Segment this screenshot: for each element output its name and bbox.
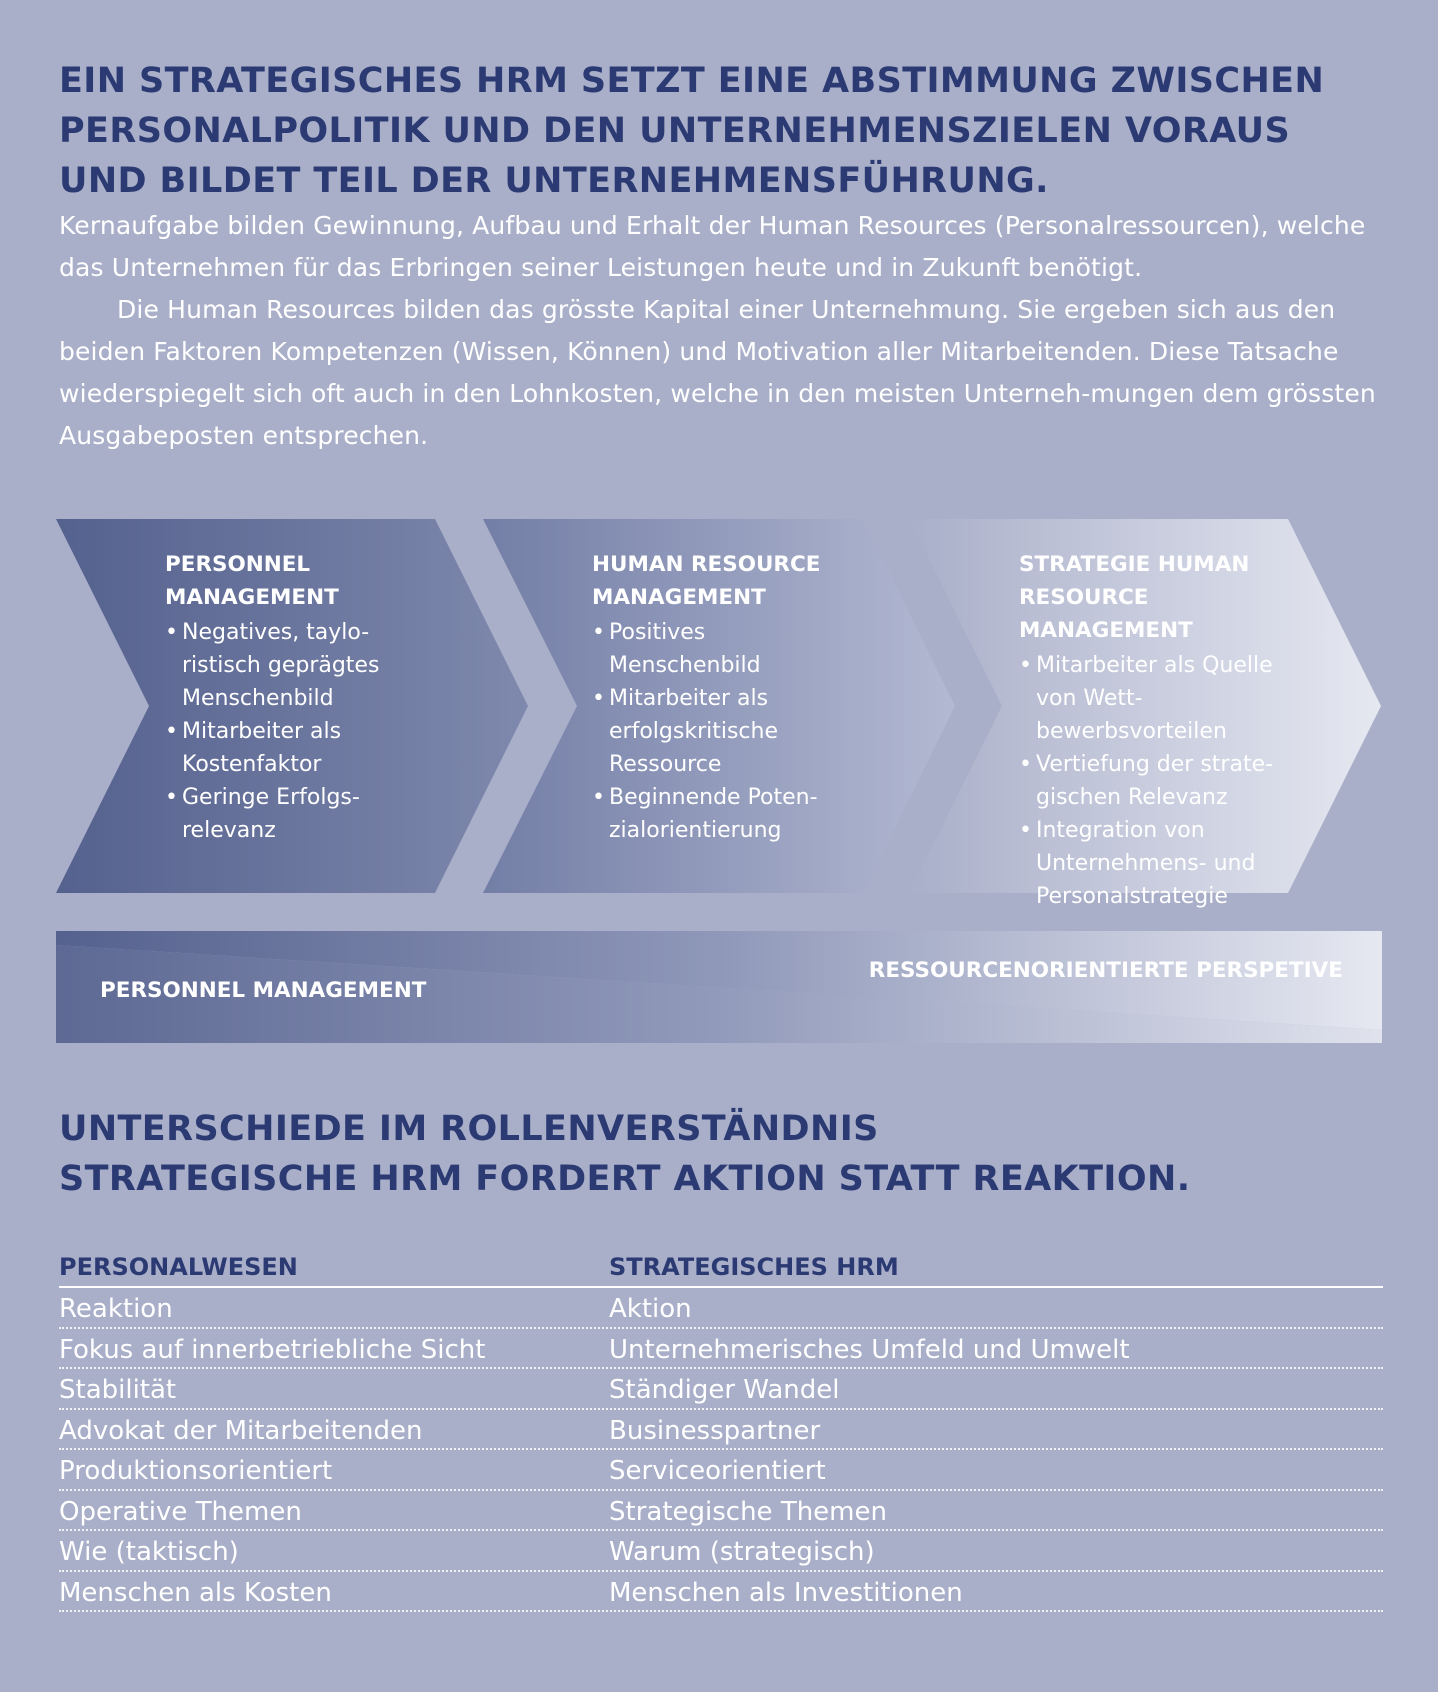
cell-strategisches-hrm: Aktion — [609, 1294, 692, 1324]
list-item: • Beginnende Poten-zialorientierung — [592, 781, 842, 847]
page-title: EIN STRATEGISCHES HRM SETZT EINE ABSTIMMUNG ZWISCHEN PERSONALPOLITIK UND DEN UNTERNEHMENSZIELEN VORAUS UND BILDET TEIL DER UNTERNEHMENSFÜHRUNG. — [59, 61, 1325, 201]
section-title — [59, 1104, 1389, 1204]
cell-strategisches-hrm: Strategische Themen — [609, 1496, 887, 1527]
list-item: • Vertiefung der strate-gischen Relevanz — [1019, 748, 1284, 814]
list-item: • Mitarbeiter als erfolgskritische Ressource — [592, 682, 842, 781]
header-personalwesen: PERSONALWESEN — [59, 1253, 298, 1281]
table-row — [59, 1450, 1383, 1491]
table-body — [59, 1288, 1383, 1612]
cell-personalwesen: Wie (taktisch) — [59, 1537, 239, 1567]
chevron-2-title — [592, 548, 912, 614]
chevron-1-title-line2: MANAGEMENT — [165, 585, 339, 610]
chevron-2-title-line1: HUMAN RESOURCE — [592, 552, 821, 577]
band-label-personnel-management: PERSONNEL MANAGEMENT — [100, 978, 427, 1003]
cell-strategisches-hrm: Menschen als Investitionen — [609, 1577, 963, 1608]
table-header — [59, 1248, 1383, 1288]
cell-strategisches-hrm: Serviceorientiert — [609, 1456, 826, 1486]
table-row — [59, 1531, 1383, 1572]
chevron-2-content — [592, 548, 912, 847]
table-row — [59, 1572, 1383, 1613]
chevron-2-title-line2: MANAGEMENT — [592, 585, 766, 610]
cell-personalwesen: Advokat der Mitarbeitenden — [59, 1415, 423, 1446]
cell-personalwesen: Fokus auf innerbetriebliche Sicht — [59, 1334, 486, 1365]
chevron-3-title-line2: RESOURCE MANAGEMENT — [1019, 585, 1193, 643]
section-title-line2: STRATEGISCHE HRM FORDERT AKTION STATT REAKTION. — [59, 1159, 1191, 1199]
cell-strategisches-hrm: Warum (strategisch) — [609, 1537, 875, 1567]
cell-strategisches-hrm: Ständiger Wandel — [609, 1375, 840, 1405]
list-item: • Mitarbeiter als Kostenfaktor — [165, 715, 405, 781]
chevron-1-content — [165, 548, 485, 847]
intro-paragraph-1: Kernaufgabe bilden Gewinnung, Aufbau und Erhalt der Human Resources (Personalressourcen), welche das Unternehmen für das Erbringen seiner Leistungen heute und in Zukunft benötigt. — [59, 211, 1366, 282]
table-row — [59, 1410, 1383, 1451]
band-label-resource-perspective: RESSOURCENORIENTIERTE PERSPETIVE — [868, 958, 1343, 983]
list-item: • Positives Menschenbild — [592, 616, 842, 682]
section-title-line1: UNTERSCHIEDE IM ROLLENVERSTÄNDNIS — [59, 1109, 879, 1149]
table-row — [59, 1369, 1383, 1410]
chevron-3-list — [1019, 649, 1284, 913]
cell-personalwesen: Produktionsorientiert — [59, 1456, 333, 1486]
chevron-3-title-line1: STRATEGIE HUMAN — [1019, 552, 1250, 577]
cell-personalwesen: Operative Themen — [59, 1496, 302, 1527]
list-item: • Negatives, taylo-ristisch geprägtes Menschenbild — [165, 616, 405, 715]
comparison-table — [59, 1248, 1383, 1612]
chevron-3-content — [1019, 548, 1319, 913]
cell-personalwesen: Menschen als Kosten — [59, 1577, 332, 1608]
intro-paragraph-2: Die Human Resources bilden das grösste Kapital einer Unternehmung. Sie ergeben sich aus den beiden Faktoren Kompetenzen (Wissen, Können) und Motivation aller Mitarbeitenden. Diese Tatsache wiederspiegelt sich oft auch in den Lohnkosten, welche in den meisten Unterneh-mungen dem grössten Ausgabeposten entsprechen. — [59, 295, 1376, 450]
cell-strategisches-hrm: Unternehmerisches Umfeld und Umwelt — [609, 1334, 1130, 1365]
table-row — [59, 1491, 1383, 1532]
cell-strategisches-hrm: Businesspartner — [609, 1415, 821, 1446]
table-row — [59, 1329, 1383, 1370]
chevron-1-list — [165, 616, 405, 847]
list-item: • Geringe Erfolgs-relevanz — [165, 781, 405, 847]
table-row — [59, 1288, 1383, 1329]
chevron-1-title-line1: PERSONNEL — [165, 552, 311, 577]
chevron-2-list — [592, 616, 842, 847]
list-item: • Integration von Unternehmens- und Personalstrategie — [1019, 814, 1284, 913]
cell-personalwesen: Stabilität — [59, 1375, 177, 1405]
chevron-3-title — [1019, 548, 1319, 647]
header-strategisches-hrm: STRATEGISCHES HRM — [609, 1253, 899, 1281]
list-item: • Mitarbeiter als Quelle von Wett-bewerbsvorteilen — [1019, 649, 1284, 748]
cell-personalwesen: Reaktion — [59, 1294, 173, 1324]
chevron-1-title — [165, 548, 485, 614]
